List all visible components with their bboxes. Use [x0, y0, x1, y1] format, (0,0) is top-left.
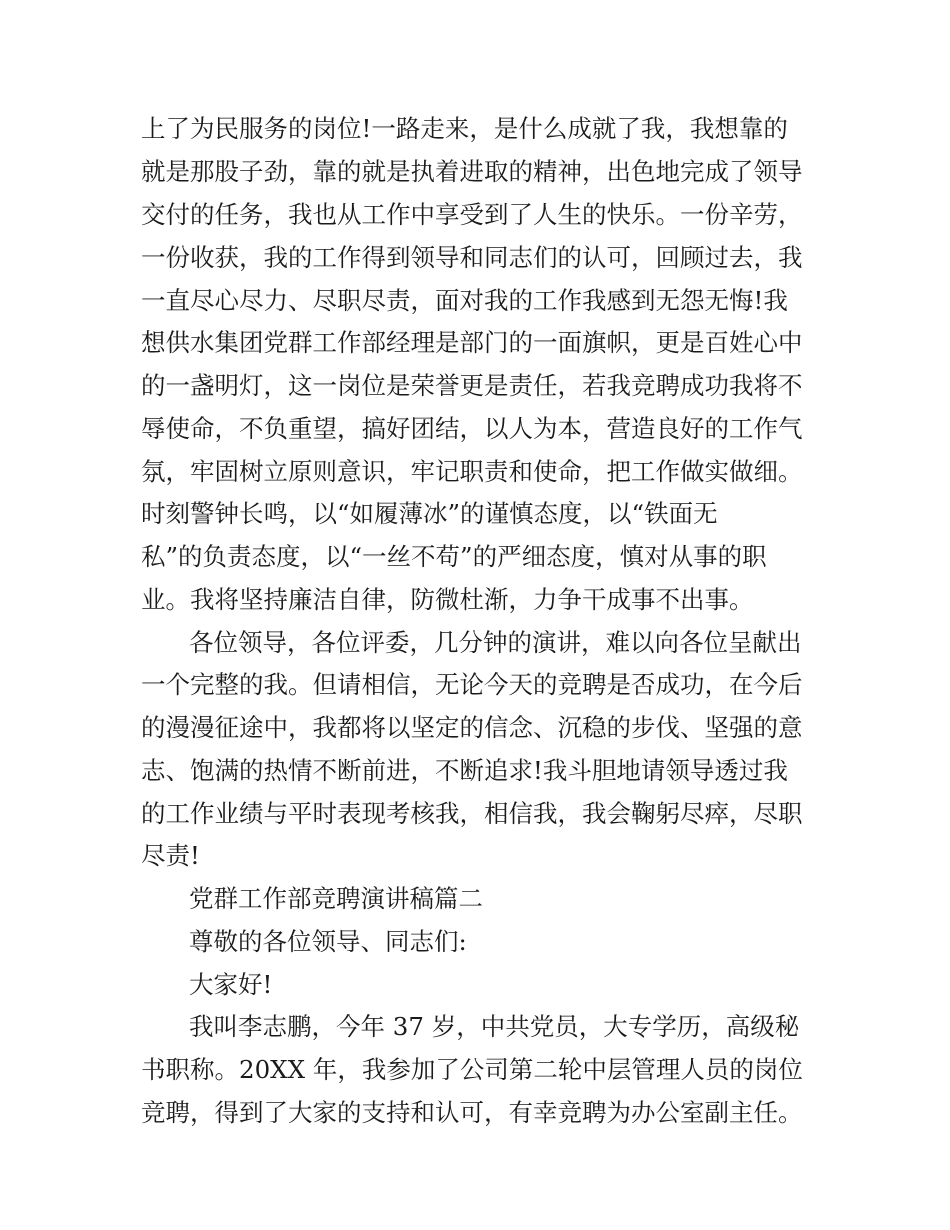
text-line: 想供水集团党群工作部经理是部门的一面旗帜，更是百姓心中	[141, 328, 803, 357]
salutation: 尊敬的各位领导、同志们:	[189, 927, 467, 956]
text-line: 交付的任务，我也从工作中享受到了人生的快乐。一份辛劳，	[141, 200, 803, 229]
text-line: 氛，牢固树立原则意识，牢记职责和使命，把工作做实做细。	[141, 457, 803, 486]
text-line: 就是那股子劲，靠的就是执着进取的精神，出色地完成了领导	[141, 157, 803, 186]
text-line: 时刻警钟长鸣，以“如履薄冰”的谨慎态度，以“铁面无	[141, 499, 718, 528]
text-line: 一份收获，我的工作得到领导和同志们的认可，回顾过去，我	[141, 243, 803, 272]
text-line: 书职称。20XX 年，我参加了公司第二轮中层管理人员的岗位	[141, 1055, 803, 1084]
text-line: 上了为民服务的岗位!一路走来，是什么成就了我，我想靠的	[141, 114, 788, 143]
paragraph-start-line: 我叫李志鹏，今年 37 岁，中共党员，大专学历，高级秘	[189, 1012, 800, 1041]
section-heading: 党群工作部竞聘演讲稿篇二	[189, 884, 483, 913]
text-line: 私”的负责态度，以“一丝不苟”的严细态度，慎对从事的职	[141, 542, 767, 571]
greeting: 大家好!	[189, 970, 273, 999]
text-line: 的一盏明灯，这一岗位是荣誉更是责任，若我竞聘成功我将不	[141, 371, 803, 400]
text-line: 业。我将坚持廉洁自律，防微杜渐，力争干成事不出事。	[141, 585, 754, 614]
text-line: 的工作业绩与平时表现考核我，相信我，我会鞠躬尽瘁，尽职	[141, 799, 803, 828]
text-line: 辱使命，不负重望，搞好团结，以人为本，营造良好的工作气	[141, 414, 803, 443]
text-line: 竞聘，得到了大家的支持和认可，有幸竞聘为办公室副主任。	[141, 1098, 803, 1127]
paragraph-start-line: 各位领导，各位评委，几分钟的演讲，难以向各位呈献出	[189, 628, 802, 657]
text-line: 的漫漫征途中，我都将以坚定的信念、沉稳的步伐、坚强的意	[141, 713, 803, 742]
text-line: 尽责!	[141, 841, 200, 870]
text-line: 志、饱满的热情不断前进，不断追求!我斗胆地请领导透过我	[141, 756, 788, 785]
text-line: 一直尽心尽力、尽职尽责，面对我的工作我感到无怨无悔!我	[141, 286, 788, 315]
text-line: 一个完整的我。但请相信，无论今天的竞聘是否成功，在今后	[141, 670, 803, 699]
